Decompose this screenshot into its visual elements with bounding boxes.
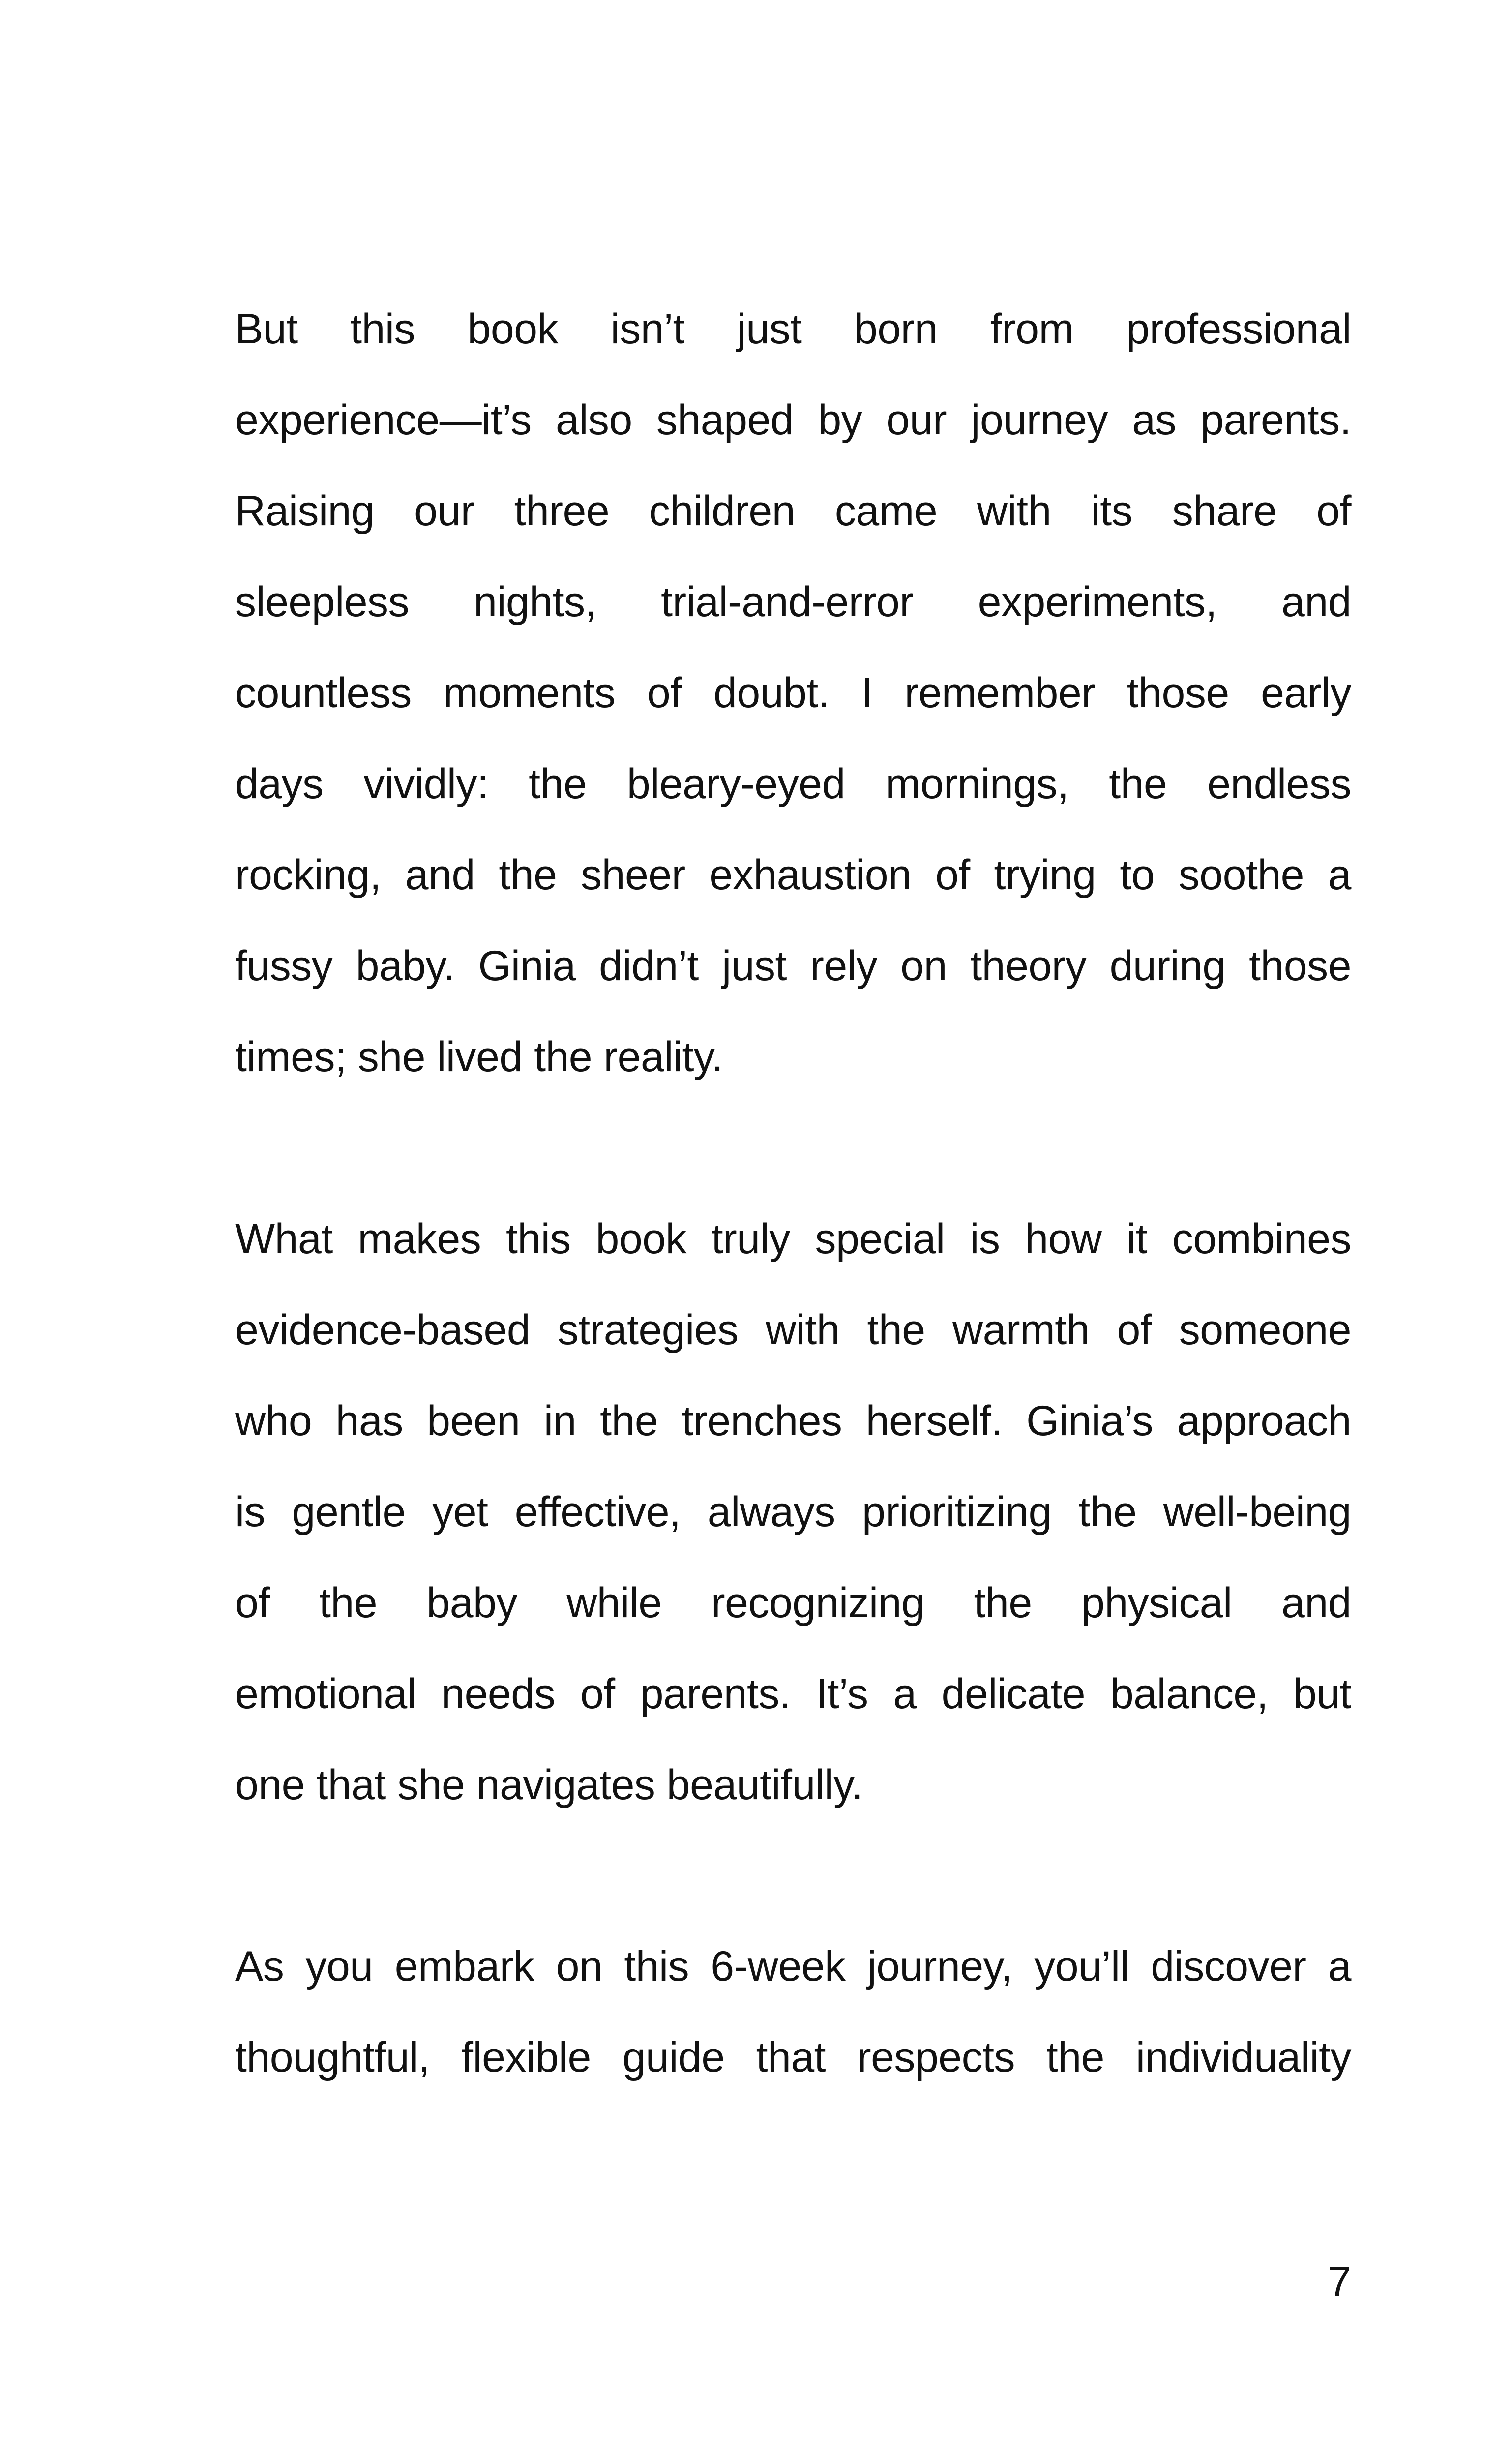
- paragraph-2: [235, 1194, 1351, 1831]
- text-line: fussy baby. Ginia didn’t just rely on theory during those: [235, 942, 1351, 990]
- paragraph-1: [235, 284, 1351, 1103]
- text-line: thoughtful, flexible guide that respects the individuality: [235, 2034, 1351, 2081]
- text-line: one that she navigates beautifully.: [235, 1761, 863, 1809]
- page-number: 7: [1328, 2259, 1351, 2306]
- text-line: evidence-based strategies with the warmth of someone: [235, 1306, 1351, 1354]
- text-line: But this book isn’t just born from professional: [235, 305, 1351, 353]
- text-line: As you embark on this 6-week journey, you’ll discover a: [235, 1943, 1351, 1990]
- text-line: countless moments of doubt. I remember those early: [235, 669, 1351, 717]
- text-line: experience—it’s also shaped by our journey as parents.: [235, 396, 1351, 444]
- text-line: What makes this book truly special is how it combines: [235, 1215, 1351, 1263]
- paragraph-3: [235, 1921, 1351, 2103]
- text-line: rocking, and the sheer exhaustion of trying to soothe a: [235, 851, 1351, 899]
- text-line: days vividly: the bleary-eyed mornings, the endless: [235, 760, 1351, 808]
- text-line: times; she lived the reality.: [235, 1033, 723, 1081]
- text-line: who has been in the trenches herself. Ginia’s approach: [235, 1397, 1351, 1445]
- text-line: Raising our three children came with its share of: [235, 487, 1351, 535]
- text-line: is gentle yet effective, always prioritizing the well-being: [235, 1488, 1351, 1536]
- text-line: sleepless nights, trial-and-error experiments, and: [235, 578, 1351, 626]
- text-line: of the baby while recognizing the physical and: [235, 1579, 1351, 1627]
- text-line: emotional needs of parents. It’s a delicate balance, but: [235, 1670, 1351, 1718]
